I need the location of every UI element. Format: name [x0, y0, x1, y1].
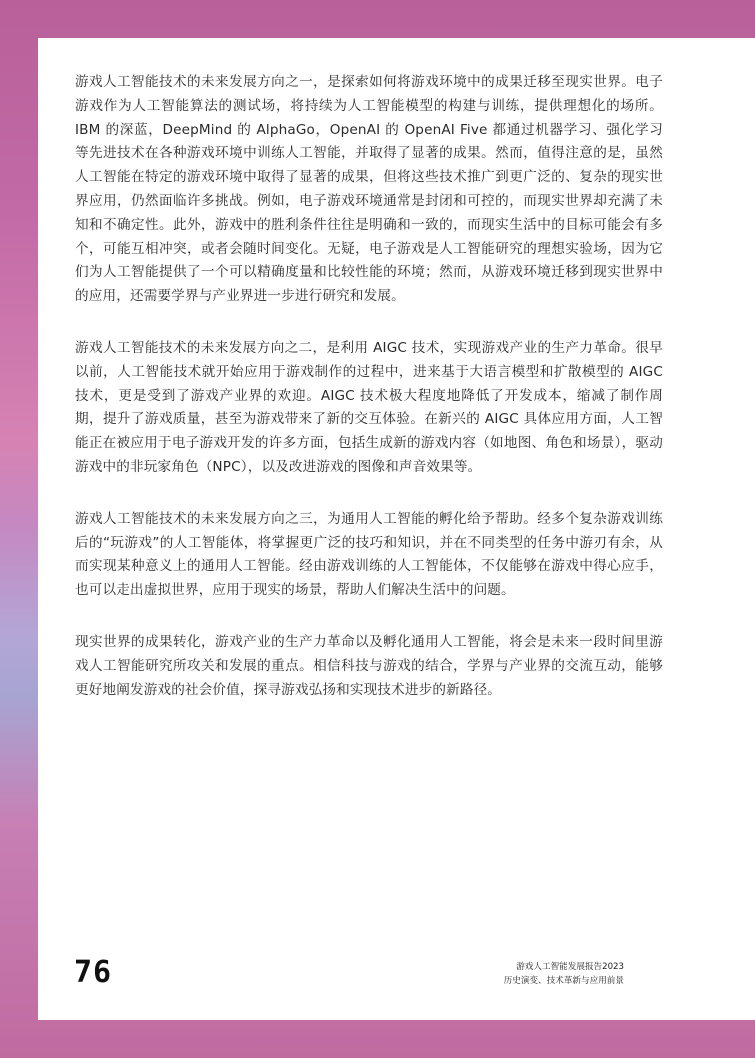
paragraph-3: 游戏人工智能技术的未来发展方向之三，为通用人工智能的孵化给予帮助。经多个复杂游戏训练后的“玩游戏”的人工智能体，将掌握更广泛的技巧和知识，并在不同类型的任务中游刃有余，从而实现某种意义上的通用人工智能。经由游戏训练的人工智能体，不仅能够在游戏中得心应手，也可以走出虚拟世界，应用于现实的场景，帮助人们解决生活中的问题。 [75, 510, 663, 599]
report-title: 游戏人工智能发展报告2023 [516, 962, 624, 972]
report-info [504, 960, 624, 988]
body-text [75, 71, 663, 730]
page-number: 76 [74, 955, 113, 990]
paragraph-1: 游戏人工智能技术的未来发展方向之一，是探索如何将游戏环境中的成果迁移至现实世界。电子游戏作为人工智能算法的测试场，将持续为人工智能模型的构建与训练，提供理想化的场所。IBM 的深蓝，DeepMind 的 AlphaGo，OpenAI 的 OpenAI Five 都通过机器学习、强化学习等先进技术在各种游戏环境中训练人工智能，并取得了显著的成果。然而，值得注意的是，虽然人工智能在特定的游戏环境中取得了显著的成果，但将这些技术推广到更广泛的、复杂的现实世界应用，仍然面临许多挑战。例如，电子游戏环境通常是封闭和可控的，而现实世界却充满了未知和不确定性。此外，游戏中的胜利条件往往是明确和一致的，而现实生活中的目标可能会有多个，可能互相冲突，或者会随时间变化。无疑，电子游戏是人工智能研究的理想实验场，因为它们为人工智能提供了一个可以精确度量和比较性能的环境；然而，从游戏环境迁移到现实世界中的应用，还需要学界与产业界进一步进行研究和发展。 [75, 74, 663, 305]
paragraph-2: 游戏人工智能技术的未来发展方向之二，是利用 AIGC 技术，实现游戏产业的生产力革命。很早以前，人工智能技术就开始应用于游戏制作的过程中，进来基于大语言模型和扩散模型的 AIGC 技术，更是受到了游戏产业界的欢迎。AIGC 技术极大程度地降低了开发成本，缩减了制作周期，提升了游戏质量，甚至为游戏带来了新的交互体验。在新兴的 AIGC 具体应用方面，人工智能正在被应用于电子游戏开发的许多方面，包括生成新的游戏内容（如地图、角色和场景），驱动游戏中的非玩家角色（NPC），以及改进游戏的图像和声音效果等。 [75, 339, 663, 475]
paragraph-4: 现实世界的成果转化，游戏产业的生产力革命以及孵化通用人工智能，将会是未来一段时间里游戏人工智能研究所攻关和发展的重点。相信科技与游戏的结合，学界与产业界的交流互动，能够更好地阐发游戏的社会价值，探寻游戏弘扬和实现技术进步的新路径。 [75, 633, 663, 698]
report-subtitle: 历史演变、技术革新与应用前景 [503, 976, 624, 986]
document-page [38, 38, 755, 1020]
